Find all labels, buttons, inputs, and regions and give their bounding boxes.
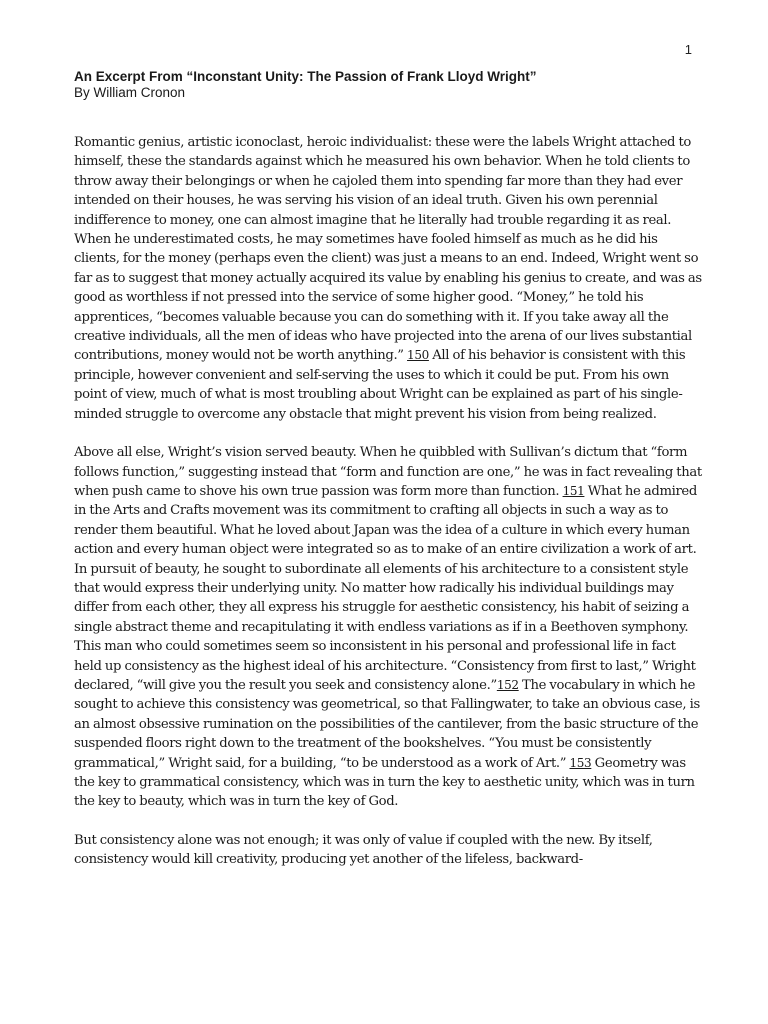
paragraph-text: What he admired in the Arts and Crafts movement was its commitment to crafting all objects in such a way as to render them beautiful. What he loved about Japan was the idea of a culture in which every human action and every human object were integrated so as to make of an entire civilization a work of art. In pursuit of beauty, he sought to subordinate all elements of his architecture to a consistent style that would express their underlying unity. No matter how radically his individual buildings may differ from each other, they all express his struggle for aesthetic consistency, his habit of seizing a single abstract theme and recapitulating it with endless variations as if in a Beethoven symphony. This man who could sometimes seem so inconsistent in his personal and professional life in fact held up consistency as the highest ideal of his architecture. “Consistency from first to last,” Wright declared, “will give you the result you seek and consistency alone.”	[74, 483, 697, 693]
paragraph	[74, 443, 704, 812]
title-block	[74, 69, 714, 101]
paragraph-text: All of his behavior is consistent with this principle, however convenient and self-serving the uses to which it could be put. From his own point of view, much of what is most troubling about Wright can be explained as part of his single-minded struggle to overcome any obstacle that might prevent his vision from being realized.	[74, 348, 686, 422]
footnote-link[interactable]: 151	[562, 483, 585, 498]
document-title: An Excerpt From “Inconstant Unity: The Passion of Frank Lloyd Wright”	[74, 69, 537, 84]
paragraph	[74, 831, 704, 870]
footnote-link[interactable]: 153	[569, 755, 592, 770]
footnote-link[interactable]: 150	[407, 348, 429, 363]
body-text	[74, 133, 704, 889]
document-author: By William Cronon	[74, 85, 186, 100]
paragraph-text: Above all else, Wright’s vision served beauty. When he quibbled with Sullivan’s dictum that “form follows function,” suggesting instead that “form and function are one,” he was in fact revealing that when push came to shove his own true passion was form more than function.	[74, 445, 702, 499]
paragraph-text: Geometry was the key to grammatical consistency, which was in turn the key to aesthetic unity, which was in turn the key to beauty, which was in turn the key of God.	[74, 755, 695, 810]
paragraph-text: The vocabulary in which he sought to achieve this consistency was geometrical, so that Fallingwater, to take an obvious case, is an almost obsessive rumination on the possibilities of the cantilever, from the basic structure of the suspended floors right down to the treatment of the bookshelves. “You must be consistently grammatical,” Wright said, for a building, “to be understood as a work of Art.”	[74, 677, 700, 771]
page-number: 1	[684, 42, 692, 57]
paragraph	[74, 133, 704, 424]
footnote-link[interactable]: 152	[496, 677, 519, 692]
paragraph-text: But consistency alone was not enough; it was only of value if coupled with the new. By itself, consistency would kill creativity, producing yet another of the lifeless, backward-	[74, 832, 653, 868]
paragraph-text: Romantic genius, artistic iconoclast, heroic individualist: these were the labels Wright attached to himself, these the standards against which he measured his own behavior. When he told clients to throw away their belongings or when he cajoled them into spending far more than they had ever intended on their houses, he was serving his vision of an ideal truth. Given his own perennial indifference to money, one can almost imagine that he literally had trouble regarding it as real. When he underestimated costs, he may sometimes have fooled himself as much as he did his clients, for the money (perhaps even the client) was just a means to an end. Indeed, Wright went so far as to suggest that money actually acquired its value by enabling his genius to create, and was as good as worthless if not pressed into the service of some higher good. “Money,” he told his apprentices, “becomes valuable because you can do something with it. If you take away all the creative individuals, all the men of ideas who have projected into the arena of our lives substantial contributions, money would not be worth anything.”	[74, 135, 702, 364]
